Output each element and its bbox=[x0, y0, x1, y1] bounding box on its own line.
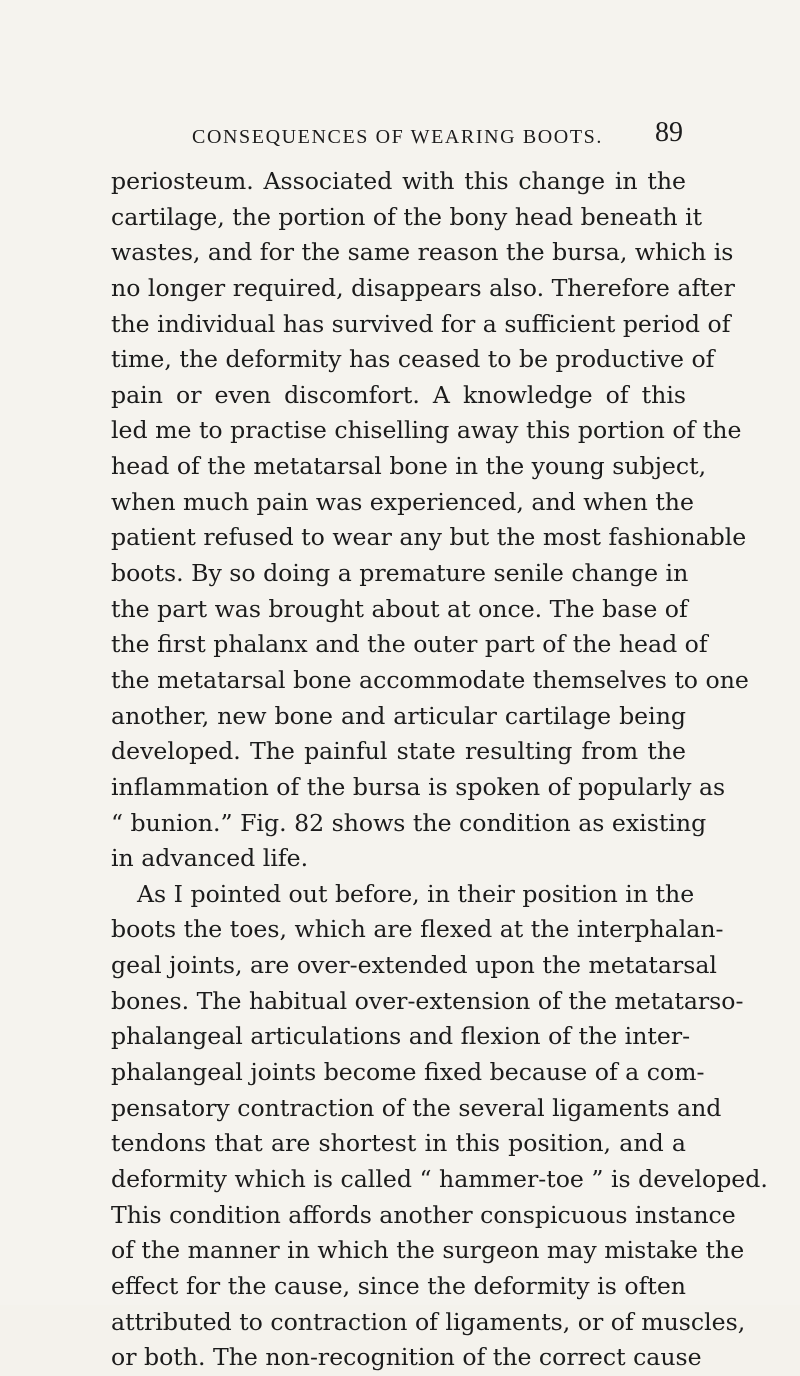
text-line: or both. The non-recognition of the correct cause bbox=[111, 1343, 702, 1372]
running-head: CONSEQUENCES OF WEARING BOOTS. bbox=[192, 126, 603, 148]
text-line: effect for the cause, since the deformity is often bbox=[111, 1271, 686, 1300]
text-line: the individual has survived for a sufficient period of bbox=[111, 309, 731, 338]
page-number: 89 bbox=[655, 117, 683, 148]
text-line: geal joints, are over-extended upon the metatarsal bbox=[111, 951, 717, 980]
text-line: attributed to contraction of ligaments, or of muscles, bbox=[111, 1307, 746, 1336]
text-line: led me to practise chiselling away this portion of the bbox=[111, 416, 742, 445]
text-line: This condition affords another conspicuous instance bbox=[111, 1200, 736, 1229]
text-line: the metatarsal bone accommodate themselves to one bbox=[111, 665, 749, 694]
text-line: pensatory contraction of the several ligaments and bbox=[111, 1093, 722, 1122]
text-line: the part was brought about at once. The base of bbox=[111, 594, 688, 623]
text-line: developed. The painful state resulting from the bbox=[111, 737, 686, 766]
text-line: cartilage, the portion of the bony head beneath it bbox=[111, 202, 703, 231]
text-line: “ bunion.” Fig. 82 shows the condition as existing bbox=[111, 808, 707, 837]
text-line: the first phalanx and the outer part of the head of bbox=[111, 630, 708, 659]
text-line: time, the deformity has ceased to be productive of bbox=[111, 345, 715, 374]
text-line: phalangeal articulations and flexion of the inter- bbox=[111, 1022, 691, 1051]
body-text bbox=[111, 164, 768, 1376]
text-line: wastes, and for the same reason the bursa, which is bbox=[111, 238, 734, 267]
text-line: another, new bone and articular cartilage being bbox=[111, 701, 686, 730]
text-line: of the manner in which the surgeon may mistake the bbox=[111, 1236, 745, 1265]
text-line: phalangeal joints become fixed because of a com- bbox=[111, 1058, 705, 1087]
text-line: when much pain was experienced, and when the bbox=[111, 487, 694, 516]
text-line: inflammation of the bursa is spoken of popularly as bbox=[111, 772, 726, 801]
text-line: deformity which is called “ hammer-toe ” is developed. bbox=[111, 1164, 768, 1193]
text-line: no longer required, disappears also. Therefore after bbox=[111, 273, 735, 302]
paragraph-end-line: in advanced life. bbox=[111, 844, 309, 873]
text-line: periosteum. Associated with this change in the bbox=[111, 167, 686, 195]
text-line: boots the toes, which are flexed at the interphalan- bbox=[111, 915, 724, 944]
text-line: boots. By so doing a premature senile change in bbox=[111, 559, 689, 588]
text-line: bones. The habitual over-extension of the metatarso- bbox=[111, 986, 744, 1015]
paragraph-first-line: As I pointed out before, in their position in the bbox=[137, 879, 695, 908]
text-line: head of the metatarsal bone in the young subject, bbox=[111, 452, 707, 481]
text-line: tendons that are shortest in this position, and a bbox=[111, 1129, 686, 1158]
text-line: pain or even discomfort. A knowledge of this bbox=[111, 380, 686, 409]
text-line: patient refused to wear any but the most fashionable bbox=[111, 523, 747, 552]
